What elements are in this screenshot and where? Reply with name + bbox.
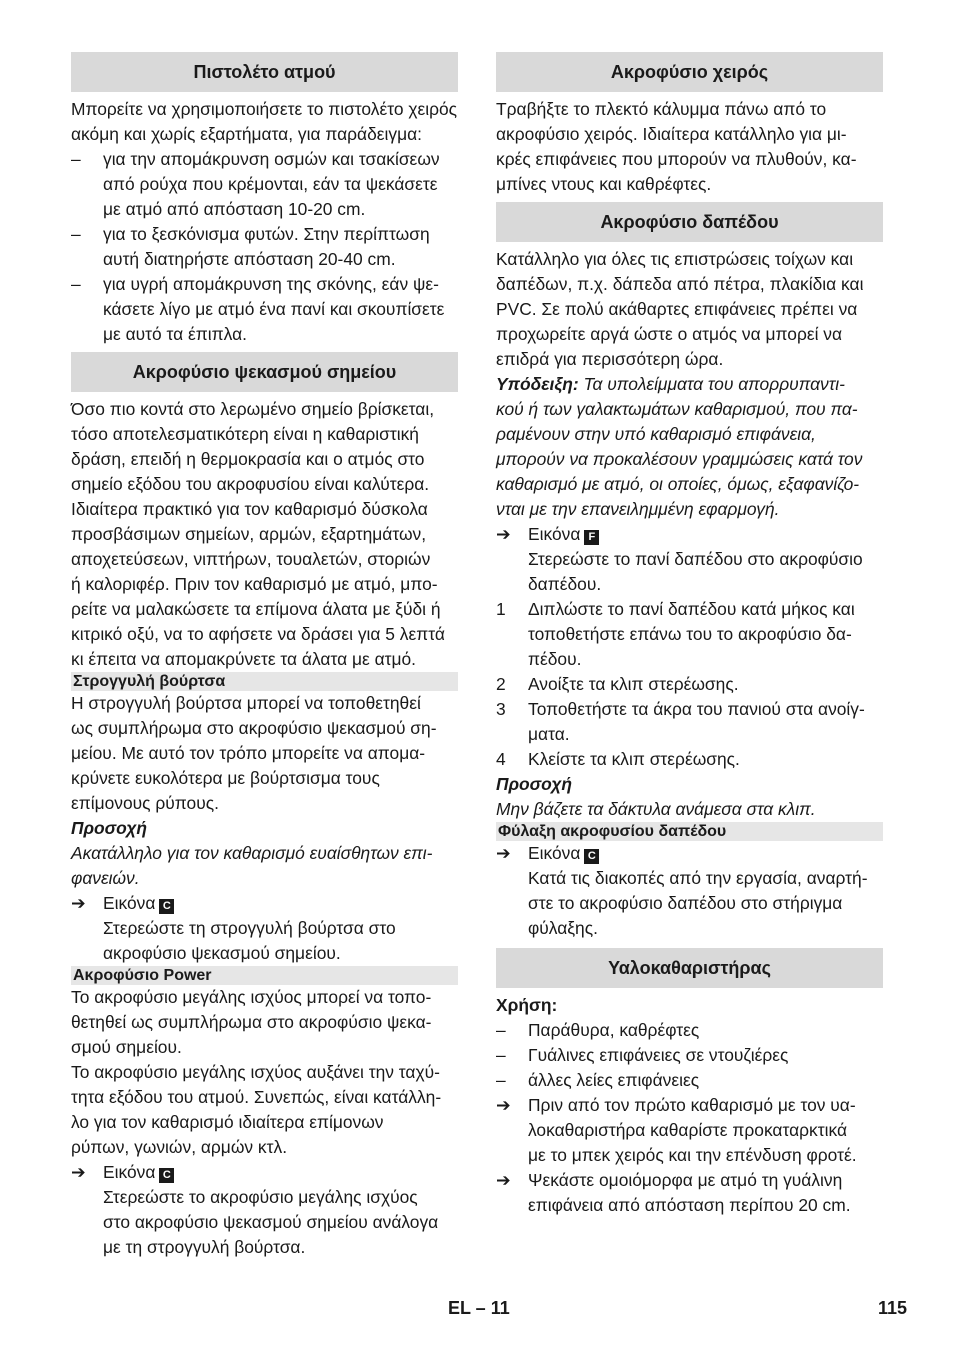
caution-line: Μην βάζετε τα δάκτυλα ανάμεσα στα κλιπ. [496,799,816,819]
arrow-icon: ➔ [71,1162,86,1182]
subsection-title-floor-nozzle-storage: Φύλαξη ακροφυσίου δαπέδου [496,822,883,841]
dash-marker: – [496,1045,506,1065]
list-item [71,222,458,272]
figure-step [496,841,883,941]
list-item [496,1018,883,1043]
figure-step [71,1160,458,1260]
text-line: δράση, επειδή η θερμοκρασία και ο ατμός στο [71,449,425,469]
figure-step [71,891,458,966]
figure-word: Εικόνα [528,843,581,863]
text-line: προχωρείτε αργά ώστε ο ατμός να μπορεί να [496,324,843,344]
step-line: Στερεώστε το ακροφύσιο μεγάλης ισχύος [103,1187,418,1207]
text-line: σμού σημείου. [71,1037,182,1057]
text-line: λο για τον καθαρισμό ιδιαίτερα επίμονων [71,1112,384,1132]
note-line: καθαρισμό με ατμό, οι οποίες, όμως, εξαφανίζο- [496,474,860,494]
figure-word: Εικόνα [103,893,156,913]
step-line: Πριν από τον πρώτο καθαρισμό με τον υα- [528,1095,856,1115]
list-line: κάσετε λίγο με ατμό ένα πανί και σκουπίσετε [103,299,445,319]
spot-nozzle-text [71,397,458,672]
text-line: Ιδιαίτερα πρακτικό για τον καθαρισμό δύσκολα [71,499,428,519]
list-line: για υγρή απομάκρυνση της σκόνης, εάν ψε- [103,274,439,294]
arrow-icon: ➔ [496,843,511,863]
list-line: για το ξεσκόνισμα φυτών. Στην περίπτωση [103,224,430,244]
text-line: τητα εξόδου του ατμού. Συνεπώς, είναι κατάλλη- [71,1087,442,1107]
right-column [496,52,883,1218]
numbered-step [496,597,883,672]
subsection-title-power-nozzle: Ακροφύσιο Power [71,966,458,985]
step-line: στε το ακροφύσιο δαπέδου στο στήριγμα [528,893,843,913]
list-line: Παράθυρα, καθρέφτες [528,1020,700,1040]
figure-f-icon: F [584,530,599,545]
caution-line: φανειών. [71,868,140,888]
section-title-steam-gun: Πιστολέτο ατμού [71,52,458,92]
text-line: ρύπων, γωνιών, αρμών κτλ. [71,1137,288,1157]
arrow-icon: ➔ [71,893,86,913]
step-line: επιφάνεια από απόσταση περίπου 20 cm. [528,1195,851,1215]
step-line: με τη στρογγυλή βούρτσα. [103,1237,306,1257]
figure-c-icon: C [584,849,599,864]
list-item [71,272,458,347]
section-title-floor-nozzle: Ακροφύσιο δαπέδου [496,202,883,242]
list-line: άλλες λείες επιφάνειες [528,1070,700,1090]
list-item [496,1043,883,1068]
list-line: με ατμό από απόσταση 10-20 cm. [103,199,366,219]
text-line: προσβάσιμων σημείων, αρμών, εξαρτημάτων, [71,524,427,544]
step-line: ακροφύσιο ψεκασμού σημείου. [103,943,341,963]
dash-marker: – [496,1070,506,1090]
text-line: ακροφύσιο χειρός. Ιδιαίτερα κατάλληλο για μι- [496,124,847,144]
text-line: θετηθεί ως συμπλήρωμα στο ακροφύσιο ψεκα- [71,1012,432,1032]
numbered-step [496,747,883,772]
text-line: κρές επιφάνειες που μπορούν να πλυθούν, κα- [496,149,857,169]
note-line: νται με την επανειλημμένη εφαρμογή. [496,499,780,519]
text-line: δαπέδων, π.χ. δάπεδα από πέτρα, πλακίδια και [496,274,864,294]
text-line: ρείτε να μαλακώσετε τα επίμονα άλατα με ξύδι ή [71,599,441,619]
note-line: μπορούν να προκαλέσουν γραμμώσεις κατά τον [496,449,863,469]
intro-line: Μπορείτε να χρησιμοποιήσετε το πιστολέτο χειρός [71,99,458,119]
dash-marker: – [71,149,81,169]
section-title-hand-nozzle: Ακροφύσιο χειρός [496,52,883,92]
list-item [71,147,458,222]
step-line: φύλαξης. [528,918,598,938]
use-label: Χρήση: [496,995,558,1015]
list-line: για την απομάκρυνση οσμών και τσακίσεων [103,149,440,169]
figure-word: Εικόνα [103,1162,156,1182]
numbered-step [496,697,883,747]
figure-c-icon: C [159,1168,174,1183]
section-title-spot-nozzle: Ακροφύσιο ψεκασμού σημείου [71,352,458,392]
note-line [496,372,883,397]
text-line: αποχετεύσεων, νιπτήρων, τουαλετών, στοριών [71,549,431,569]
step-line: Ψεκάστε ομοιόμορφα με ατμό τη γυάλινη [528,1170,843,1190]
note-text: Τα υπολείμματα του απορρυπαντι- [578,374,845,394]
figure-c-icon: C [159,899,174,914]
text-line: Τραβήξτε το πλεκτό κάλυμμα πάνω από το [496,99,827,119]
step-line: ματα. [528,724,570,744]
step-line: τοποθετήστε επάνω του το ακροφύσιο δα- [528,624,852,644]
step-line: Κατά τις διακοπές από την εργασία, αναρτή- [528,868,868,888]
text-line: κιτρικό οξύ, να το αφήσετε να δράσει για 5 λεπτά [71,624,445,644]
text-line: επίμονους ρύπους. [71,793,219,813]
caution-line: Ακατάλληλο για τον καθαρισμό ευαίσθητων επι- [71,843,433,863]
text-line: μείου. Με αυτό τον τρόπο μπορείτε να απομα- [71,743,426,763]
step-line: πέδου. [528,649,582,669]
arrow-icon: ➔ [496,524,511,544]
step-number: 3 [496,699,506,719]
step-number: 1 [496,599,506,619]
caution-label: Προσοχή [71,818,147,838]
note-line: κού ή των γαλακτωμάτων καθαρισμού, που πα- [496,399,858,419]
text-line: μπίνες ντους και καθρέφτες. [496,174,712,194]
text-line: Το ακροφύσιο μεγάλης ισχύος αυξάνει την ταχύ- [71,1062,440,1082]
step-number: 2 [496,674,506,694]
step-line: με το μπεκ χειρός και την επένδυση φροτέ. [528,1145,857,1165]
text-line: Η στρογγυλή βούρτσα μπορεί να τοποθετηθεί [71,693,421,713]
list-line: με αυτό τα έπιπλα. [103,324,247,344]
text-line: ή καλοριφέρ. Πριν τον καθαρισμό με ατμό, μπο- [71,574,438,594]
figure-word: Εικόνα [528,524,581,544]
step-line: λοκαθαριστήρα καθαρίστε προκαταρκτικά [528,1120,848,1140]
step-line: Στερεώστε τη στρογγυλή βούρτσα στο [103,918,396,938]
list-line: αυτή διατηρήστε απόσταση 20-40 cm. [103,249,396,269]
step-line: Τοποθετήστε τα άκρα του πανιού στα ανοίγ- [528,699,865,719]
left-column [71,52,458,1260]
subsection-title-round-brush: Στρογγυλή βούρτσα [71,672,458,691]
text-line: κρύνετε ευκολότερα με βούρτσισμα τους [71,768,380,788]
list-line: Γυάλινες επιφάνειες σε ντουζιέρες [528,1045,789,1065]
numbered-step [496,672,883,697]
text-line: σημείο εξόδου του ακροφυσίου είναι καλύτερα. [71,474,430,494]
arrow-icon: ➔ [496,1170,511,1190]
step-line: στο ακροφύσιο ψεκασμού σημείου ανάλογα [103,1212,439,1232]
page-number: 115 [878,1298,908,1318]
step-line: Ανοίξτε τα κλιπ στερέωσης. [528,674,739,694]
text-line: Κατάλληλο για όλες τις επιστρώσεις τοίχων και [496,249,854,269]
text-line: PVC. Σε πολύ ακάθαρτες επιφάνειες πρέπει να [496,299,858,319]
dash-marker: – [71,224,81,244]
text-line: Το ακροφύσιο μεγάλης ισχύος μπορεί να τοπο- [71,987,432,1007]
text-line: Όσο πιο κοντά στο λερωμένο σημείο βρίσκεται, [71,399,435,419]
intro-line: ακόμη και χωρίς εξαρτήματα, για παράδειγμα: [71,124,422,144]
list-line: από ρούχα που κρέμονται, εάν τα ψεκάσετε [103,174,438,194]
step-number: 4 [496,749,506,769]
text-line: ως συμπλήρωμα στο ακροφύσιο ψεκασμού ση- [71,718,437,738]
text-line: επιδρά για περισσότερη ώρα. [496,349,724,369]
step-line: Διπλώστε το πανί δαπέδου κατά μήκος και [528,599,855,619]
footer-section-label: EL – 11 [448,1298,510,1318]
text-line: τόσο αποτελεσματικότερη είναι η καθαριστική [71,424,419,444]
arrow-step [496,1093,883,1168]
step-line: Στερεώστε το πανί δαπέδου στο ακροφύσιο [528,549,863,569]
arrow-icon: ➔ [496,1095,511,1115]
step-line: Κλείστε τα κλιπ στερέωσης. [528,749,740,769]
arrow-step [496,1168,883,1218]
list-item [496,1068,883,1093]
note-line: ραμένουν στην υπό καθαρισμό επιφάνεια, [496,424,816,444]
note-label: Υπόδειξη: [496,374,579,394]
text-line: κι έπειτα να απομακρύνετε τα άλατα με ατμό. [71,649,417,669]
figure-step [496,522,883,597]
dash-marker: – [496,1020,506,1040]
section-title-window-wiper: Υαλοκαθαριστήρας [496,948,883,988]
step-line: δαπέδου. [528,574,602,594]
caution-label: Προσοχή [496,774,572,794]
dash-marker: – [71,274,81,294]
